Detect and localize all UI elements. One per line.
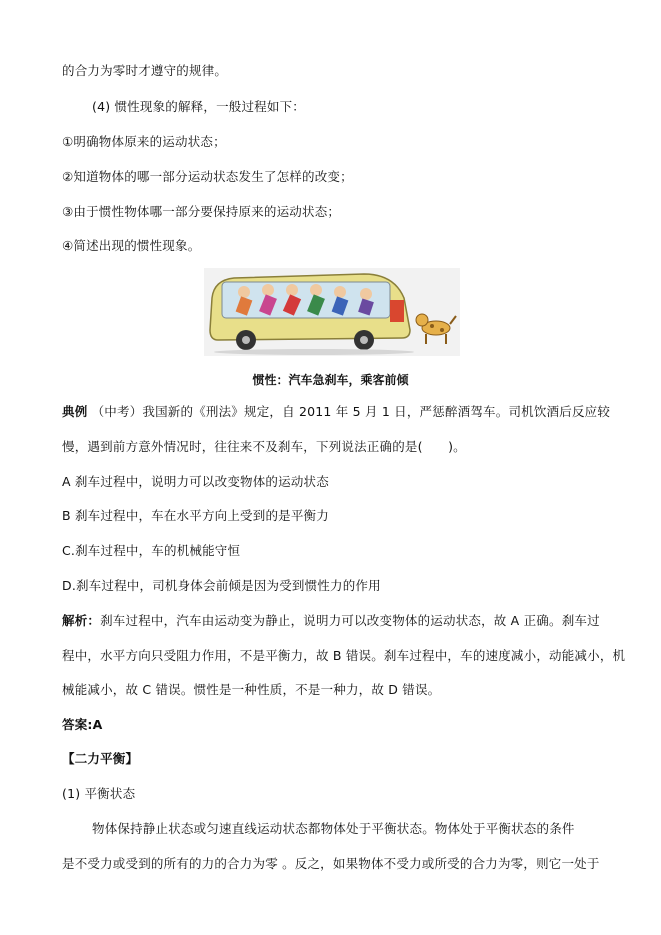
option-d: D.刹车过程中，司机身体会前倾是因为受到惯性力的作用 <box>62 578 381 593</box>
option-a: A 刹车过程中，说明力可以改变物体的运动状态 <box>62 474 329 489</box>
ground-shadow <box>214 349 414 355</box>
analysis-line-3: 械能减小，故 C 错误。惯性是一种性质，不是一种力，故 D 错误。 <box>62 682 441 697</box>
bus-front-panel <box>390 300 404 322</box>
analysis-line-2: 程中，水平方向只受阻力作用，不是平衡力，故 B 错误。刹车过程中，车的速度减小，动能减小，机 <box>62 648 626 663</box>
example-line-2: 慢，遇到前方意外情况时，往往来不及刹车，下列说法正确的是( )。 <box>62 439 466 454</box>
text-line: 的合力为零时才遵守的规律。 <box>62 63 228 78</box>
figure-caption: 惯性：汽车急刹车，乘客前倾 <box>252 373 409 387</box>
list-item: ②知道物体的哪一部分运动状态发生了怎样的改变； <box>62 169 353 184</box>
answer-label: 答案: <box>62 717 93 732</box>
option-b: B 刹车过程中，车在水平方向上受到的是平衡力 <box>62 508 329 523</box>
answer-value: A <box>92 717 103 732</box>
text-line: (4) 惯性现象的解释，一般过程如下： <box>92 99 305 114</box>
answer-line <box>62 716 102 734</box>
option-c: C.刹车过程中，车的机械能守恒 <box>62 543 241 558</box>
example-text: （中考）我国新的《刑法》规定，自 2011 年 5 月 1 日，严惩醉酒驾车。司机饮酒后反应较 <box>91 404 611 419</box>
analysis-label: 解析： <box>62 613 101 628</box>
analysis-line-1 <box>62 612 600 630</box>
list-item: ④简述出现的惯性现象。 <box>62 238 201 253</box>
paragraph-line-1: 物体保持静止状态或匀速直线运动状态都物体处于平衡状态。物体处于平衡状态的条件 <box>92 821 575 836</box>
example-label: 典例 <box>62 404 88 419</box>
example-line-1 <box>62 403 610 421</box>
list-item: ③由于惯性物体哪一部分要保持原来的运动状态； <box>62 204 341 219</box>
subsection-heading: (1) 平衡状态 <box>62 786 136 801</box>
analysis-text: 刹车过程中，汽车由运动变为静止，说明力可以改变物体的运动状态，故 A 正确。刹车过 <box>100 613 600 628</box>
paragraph-line-2: 是不受力或受到的所有的力的合力为零 。反之，如果物体不受力或所受的合力为零，则它一处于 <box>62 856 600 871</box>
bus-braking-illustration <box>204 268 460 356</box>
section-heading: 【二力平衡】 <box>62 751 139 766</box>
list-item: ①明确物体原来的运动状态； <box>62 134 226 149</box>
